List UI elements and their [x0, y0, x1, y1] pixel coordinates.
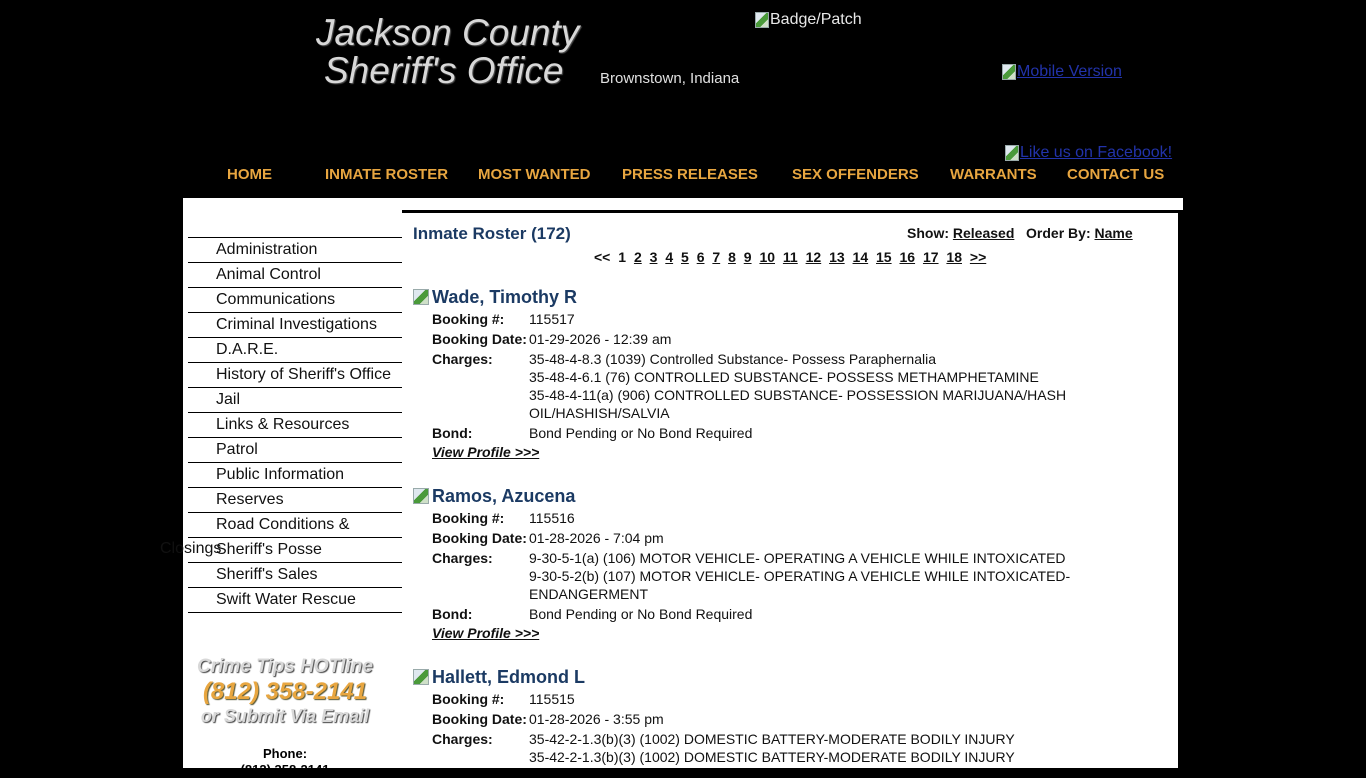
mobile-version-label: Mobile Version [1017, 63, 1122, 80]
view-profile-link[interactable]: View Profile >>> [432, 625, 540, 641]
booking-number-label: Booking #: [432, 311, 505, 327]
content-divider [402, 210, 1183, 213]
pager-page-16[interactable]: 16 [899, 249, 916, 265]
sidebar-item-links-resources[interactable]: Links & Resources [188, 412, 402, 437]
inmate-photo-icon [413, 669, 429, 685]
sidebar-item-history[interactable]: History of Sheriff's Office [188, 362, 402, 387]
facebook-link[interactable] [1005, 144, 1172, 162]
mobile-version-link[interactable] [1002, 63, 1122, 81]
pager-page-6[interactable]: 6 [696, 249, 705, 265]
inmate-entry [413, 666, 1113, 768]
bond-label: Bond: [432, 606, 473, 622]
charge-item: 35-42-2-1.3(b)(3) (1002) DOMESTIC BATTERY-MODERATE BODILY INJURY [529, 749, 1015, 765]
sidebar-item-sheriffs-posse[interactable]: Sheriff's Posse [188, 537, 402, 562]
site-title-line2: Sheriff's Office [324, 50, 564, 91]
crime-tips-hotline-banner[interactable] [188, 656, 382, 727]
sidebar-item-reserves[interactable]: Reserves [188, 487, 402, 512]
sidebar-item-dare[interactable]: D.A.R.E. [188, 337, 402, 362]
sidebar-item-administration[interactable]: Administration [188, 237, 402, 262]
inmate-photo-icon [413, 488, 429, 504]
inmate-name: Hallett, Edmond L [432, 666, 585, 687]
charge-item: 9-30-5-1(a) (106) MOTOR VEHICLE- OPERATING A VEHICLE WHILE INTOXICATED [529, 550, 1066, 566]
view-profile-link[interactable]: View Profile >>> [432, 444, 540, 460]
pager-page-9[interactable]: 9 [743, 249, 752, 265]
booking-date: 01-28-2026 - 3:55 pm [529, 711, 664, 727]
order-by-name-link[interactable]: Name [1094, 225, 1133, 241]
nav-inmate-roster[interactable]: INMATE ROSTER [325, 166, 449, 183]
nav-home[interactable]: HOME [227, 166, 272, 183]
site-header [0, 0, 1366, 198]
pager-prev: << [594, 249, 611, 265]
booking-number-label: Booking #: [432, 691, 505, 707]
pager-page-18[interactable]: 18 [946, 249, 962, 265]
bond-label: Bond: [432, 425, 473, 441]
site-title [316, 14, 579, 90]
charge-item: 35-42-2-1.3(b)(3) (1002) DOMESTIC BATTERY-MODERATE BODILY INJURY [529, 731, 1015, 747]
hotline-email-text: or Submit Via Email [200, 706, 370, 726]
pager-page-8[interactable]: 8 [728, 249, 736, 265]
booking-number-label: Booking #: [432, 510, 505, 526]
sidebar-item-patrol[interactable]: Patrol [188, 437, 402, 462]
site-location: Brownstown, Indiana [600, 70, 740, 87]
pagination [594, 249, 990, 265]
order-by-label: Order By: [1026, 225, 1091, 241]
sidebar-item-public-information[interactable]: Public Information [188, 462, 402, 487]
charges-list [529, 549, 1074, 605]
broken-image-icon [1002, 64, 1016, 80]
badge-alt-text: Badge/Patch [770, 11, 862, 28]
phone-value: (812) 358-2141 [240, 762, 330, 777]
phone-label: Phone: [262, 746, 308, 761]
nav-contact-us[interactable]: CONTACT US [1067, 166, 1165, 183]
pager-page-10[interactable]: 10 [759, 249, 776, 265]
pager-page-2[interactable]: 2 [633, 249, 642, 265]
booking-number: 115515 [529, 691, 575, 707]
inmate-name-link[interactable] [413, 666, 1113, 688]
bond-value: Bond Pending or No Bond Required [529, 606, 753, 622]
booking-number: 115516 [529, 510, 575, 526]
show-label: Show: [907, 225, 949, 241]
facebook-label: Like us on Facebook! [1020, 144, 1173, 161]
inmate-entry [413, 485, 1113, 643]
charges-label: Charges: [432, 351, 493, 367]
pager-page-5[interactable]: 5 [681, 249, 689, 265]
charge-item: 9-30-5-2(b) (107) MOTOR VEHICLE- OPERATING A VEHICLE WHILE INTOXICATED- ENDANGERMENT [529, 568, 1071, 602]
pager-page-4[interactable]: 4 [665, 249, 674, 265]
broken-image-icon [755, 12, 769, 28]
inmate-details [432, 310, 1074, 444]
inmate-details [432, 690, 1074, 768]
sidebar-item-sheriffs-sales[interactable]: Sheriff's Sales [188, 562, 402, 587]
booking-number: 115517 [529, 311, 575, 327]
pager-page-11[interactable]: 11 [782, 249, 798, 265]
page-title: Inmate Roster (172) [413, 224, 571, 243]
charge-item: 35-48-4-8.3 (1039) Controlled Substance- Possess Paraphernalia [529, 351, 937, 367]
site-title-line1: Jackson County [316, 12, 580, 53]
pager-current-page: 1 [618, 249, 627, 265]
sidebar-item-label: Road Conditions & [216, 516, 350, 533]
broken-image-icon [1005, 145, 1019, 161]
inmate-photo-icon [413, 289, 429, 305]
charges-list [529, 730, 1074, 768]
hotline-number: (812) 358-2141 [202, 678, 368, 705]
booking-date: 01-28-2026 - 7:04 pm [529, 530, 664, 546]
nav-press-releases[interactable]: PRESS RELEASES [622, 166, 758, 183]
pager-page-14[interactable]: 14 [852, 249, 869, 265]
pager-page-7[interactable]: 7 [712, 249, 721, 265]
inmate-name: Ramos, Azucena [432, 485, 576, 506]
booking-date-label: Booking Date: [432, 711, 527, 727]
sidebar-item-swift-water-rescue[interactable]: Swift Water Rescue [188, 587, 402, 613]
charges-label: Charges: [432, 731, 493, 747]
charges-label: Charges: [432, 550, 493, 566]
pager-page-17[interactable]: 17 [922, 249, 939, 265]
pager-page-3[interactable]: 3 [649, 249, 658, 265]
charge-item: 35-48-4-6.1 (76) CONTROLLED SUBSTANCE- POSSESS METHAMPHETAMINE [529, 369, 1039, 385]
show-released-link[interactable]: Released [952, 225, 1015, 241]
booking-date: 01-29-2026 - 12:39 am [529, 331, 672, 347]
pager-page-13[interactable]: 13 [829, 249, 845, 265]
sidebar-menu [160, 237, 402, 613]
pager-page-12[interactable]: 12 [805, 249, 822, 265]
pager-page-15[interactable]: 15 [876, 249, 892, 265]
main-nav [0, 166, 1366, 186]
nav-sex-offenders[interactable]: SEX OFFENDERS [792, 166, 919, 183]
inmate-name: Wade, Timothy R [432, 286, 578, 307]
pager-next[interactable]: >> [969, 249, 987, 265]
roster-filters [907, 225, 1133, 241]
charge-item: 35-48-4-11(a) (906) CONTROLLED SUBSTANCE- POSSESSION MARIJUANA/HASH OIL/HASHISH/SALVIA [529, 387, 1067, 421]
booking-date-label: Booking Date: [432, 331, 527, 347]
sidebar-item-overflow-text: Closings [160, 540, 222, 557]
nav-warrants[interactable]: WARRANTS [950, 166, 1037, 183]
sidebar-item-criminal-investigations[interactable]: Criminal Investigations [188, 312, 402, 337]
inmate-name-link[interactable] [413, 286, 1113, 308]
badge-image [755, 11, 862, 29]
bond-value: Bond Pending or No Bond Required [529, 425, 753, 441]
phone-block [188, 746, 382, 778]
charges-list [529, 350, 1074, 424]
inmate-name-link[interactable] [413, 485, 1113, 507]
sidebar-item-animal-control[interactable]: Animal Control [188, 262, 402, 287]
sidebar-item-communications[interactable]: Communications [188, 287, 402, 312]
inmate-details [432, 509, 1074, 625]
nav-most-wanted[interactable]: MOST WANTED [478, 166, 591, 183]
inmate-entry [413, 286, 1113, 462]
sidebar-item-jail[interactable]: Jail [188, 387, 402, 412]
hotline-title: Crime Tips HOTline [197, 656, 373, 677]
booking-date-label: Booking Date: [432, 530, 527, 546]
